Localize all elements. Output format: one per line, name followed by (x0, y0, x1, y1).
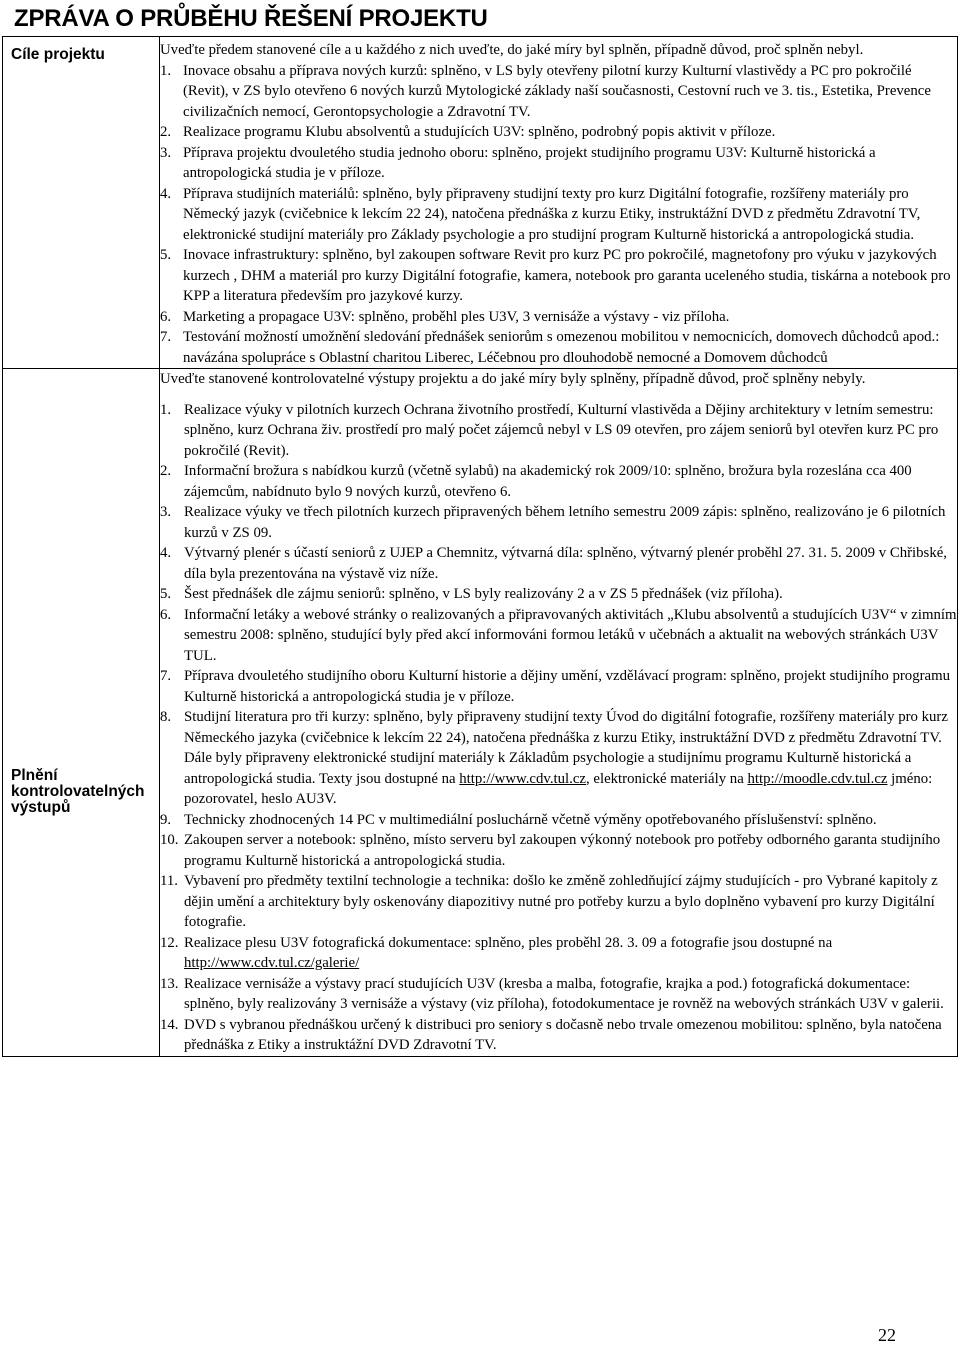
list-item-number: 5. (160, 586, 172, 602)
list-item-number: 13. (160, 975, 179, 992)
list-item (160, 461, 957, 502)
list-item-number: 3. (160, 504, 172, 520)
list-item-number: 3. (160, 144, 172, 161)
section-goals-label-cell (3, 37, 160, 369)
section-outputs-intro: Uveďte stanovené kontrolovatelné výstupy projektu a do jaké míry byly splněny, případně důvod, proč splněny nebyly. (160, 371, 866, 387)
list-item-text: Zakoupen server a notebook: splněno, místo serveru byl zakoupen výkonný notebook pro potřeby odborného garanta studijního programu Kulturně historická a antropologická studia. (184, 832, 941, 869)
list-item-text-part: Studijní literatura pro tři kurzy: splněno, byly připraveny studijní texty Úvod do digitální fotografie, rozšířeny materiály pro kurz Německého jazyka (cvičebnice k lekcím 22 24), natočena přednáška z kurzu Etiky, instruktážní DVD z předmětu Zdravotní TV. Dále byly připraveny elektronické studijní materiály k Základům psychologie a studijnímu programu Kulturně historická a antropologická studia. Texty jsou dostupné na (184, 709, 948, 787)
list-item-number: 11. (160, 873, 178, 889)
web-link[interactable]: http://www.cdv.tul.cz (459, 770, 586, 787)
list-item-text: Příprava studijních materiálů: splněno, byly připraveny studijní texty pro kurz Digitální fotografie, rozšířeny materiály pro Německý jazyk (cvičebnice k lekcím 22 24), natočena přednáška z kurzu Etiky, instruktážní DVD z předmětu Zdravotní TV, elektronické studijní materiály pro Základy psychologie a pro studijní program Kulturně historická a antropologická studia. (183, 185, 921, 243)
list-item-text: Příprava projektu dvouletého studia jednoho oboru: splněno, projekt studijního programu U3V: Kulturně historická a antropologická studia je v příloze. (183, 144, 876, 181)
list-item-text: Inovace obsahu a příprava nových kurzů: splněno, v LS byly otevřeny pilotní kurzy Kulturní vlastivědy a PC pro pokročilé (Revit), v ZS bylo otevřeno 6 nových kurzů Mytologické základy naší současnosti, Cestovní ruch ve 3. tis., Estetika, Prevence civilizačních nemocí, Gerontopsychologie a Zdravotní TV. (183, 62, 931, 120)
list-item-number: 9. (160, 811, 172, 828)
section-goals-row (3, 37, 958, 369)
list-item (160, 933, 957, 974)
list-item-text: Technicky zhodnocených 14 PC v multimediální posluchárně včetně výměny opotřebovaného příslušenství: splněno. (184, 811, 877, 828)
page-title: ZPRÁVA O PRŮBĚHU ŘEŠENÍ PROJEKTU (14, 5, 488, 32)
list-item-text-part: , elektronické materiály na (586, 770, 748, 787)
report-table (2, 36, 958, 1057)
list-item-number: 4. (160, 185, 172, 202)
list-item (160, 327, 957, 368)
list-item-number: 10. (160, 832, 179, 848)
list-item (160, 605, 957, 667)
list-item (160, 666, 957, 707)
list-item-number: 7. (160, 329, 172, 345)
section-outputs-label-cell (3, 369, 160, 1057)
list-item (160, 184, 957, 246)
list-item-text: Informační brožura s nabídkou kurzů (včetně sylabů) na akademický rok 2009/10: splněno, brožura byla rozeslána cca 400 zájemcům, nabídnuto bylo 9 nových kurzů, otevřeno 6. (184, 463, 912, 500)
list-item-number: 14. (160, 1016, 179, 1033)
list-item-text: Informační letáky a webové stránky o realizovaných a připravovaných aktivitách „Klubu absolventů a studujících U3V“ v zimním semestru 2008: splněno, studující byly před akcí informováni formou letáků v učebnách a aktualit na webových stránkách U3V TUL. (184, 606, 957, 664)
list-item-number: 5. (160, 247, 172, 263)
list-item-text (184, 933, 957, 974)
section-goals-list (160, 61, 957, 369)
list-item (160, 974, 957, 1015)
list-item-number: 1. (160, 401, 172, 418)
section-outputs-content (160, 369, 958, 1057)
list-item-text: Vybavení pro předměty textilní technologie a technika: došlo ke změně zohledňující zájmy studujících - pro Vybrané kapitoly z dějin umění a architektury byly oskenovány diapozitivy nutné pro potřeby kurzu a bylo doplněno vybavení pro kurzy Digitální fotografie. (184, 873, 938, 930)
list-item (160, 245, 957, 307)
list-item-text: Realizace programu Klubu absolventů a studujících U3V: splněno, podrobný popis aktivit v příloze. (183, 124, 776, 140)
list-item (160, 61, 957, 123)
list-item-number: 2. (160, 463, 172, 479)
list-item-number: 7. (160, 668, 172, 684)
list-item-number: 1. (160, 62, 172, 79)
list-item-text-part: Realizace plesu U3V fotografická dokumentace: splněno, ples proběhl 28. 3. 09 a fotografie jsou dostupné na (184, 934, 833, 951)
page-number: 22 (878, 1325, 896, 1345)
section-goals-label: Cíle projektu (11, 46, 105, 63)
list-item-text: Realizace výuky v pilotních kurzech Ochrana životního prostředí, Kulturní vlastivěda a Dějiny architektury v letním semestru: splněno, kurz Ochrana živ. prostředí pro malý počet zájemců nebyl v LS 09 otevřen, pro zájem seniorů byl otevřen kurz PC pro pokročilé (Revit). (184, 401, 939, 459)
list-item (160, 307, 957, 328)
web-link[interactable]: http://www.cdv.tul.cz/galerie/ (184, 955, 360, 971)
list-item-number: 6. (160, 308, 172, 325)
list-item (160, 810, 957, 831)
list-item (160, 502, 957, 543)
list-item-text: Inovace infrastruktury: splněno, byl zakoupen software Revit pro kurz PC pro pokročilé, magnetofony pro výuku v jazykových kurzech , DHM a materiál pro kurzy Digitální fotografie, kamera, notebook pro garanta uceleného studia, tiskárna a notebook pro KPP a literatura především pro jazykové kurzy. (183, 247, 951, 304)
list-item (160, 1015, 957, 1056)
section-outputs-list (160, 400, 957, 1056)
list-item (160, 830, 957, 871)
list-item-text: DVD s vybranou přednáškou určený k distribuci pro seniory s dočasně nebo trvale omezenou mobilitou: splněno, byla natočena přednáška z Etiky a instruktážní DVD Zdravotní TV. (184, 1016, 942, 1053)
list-item-text: Realizace vernisáže a výstavy prací studujících U3V (kresba a malba, fotografie, krajka a pod.) fotografická dokumentace: splněno, byly realizovány 3 vernisáže a výstavy (viz příloha), fotodokumentace je rovněž na webových stránkách U3V v galerii. (184, 975, 944, 1012)
list-item-number: 6. (160, 606, 172, 623)
list-item-text: Šest přednášek dle zájmu seniorů: splněno, v LS byly realizovány 2 a v ZS 5 přednášek (viz příloha). (184, 586, 783, 602)
list-item-text: Marketing a propagace U3V: splněno, proběhl ples U3V, 3 vernisáže a výstavy - viz příloha. (183, 308, 730, 325)
list-item-text: Testování možností umožnění sledování přednášek seniorům s omezenou mobilitou v nemocnicích, domovech důchodců apod.: navázána spolupráce s Oblastní charitou Liberec, Léčebnou pro dlouhodobě nemocné a Domovem důchodců (183, 329, 940, 366)
section-goals-content (160, 37, 958, 369)
list-item-text (184, 707, 957, 810)
section-goals-intro: Uveďte předem stanovené cíle a u každého z nich uveďte, do jaké míry byl splněn, případně důvod, proč splněn nebyl. (160, 42, 864, 58)
list-item (160, 143, 957, 184)
list-item (160, 122, 957, 143)
list-item-number: 8. (160, 709, 172, 725)
list-item (160, 543, 957, 584)
list-item-text-part: jméno: pozorovatel, heslo AU3V. (184, 770, 933, 807)
list-item (160, 584, 957, 605)
list-item (160, 400, 957, 462)
list-item-number: 4. (160, 545, 172, 561)
web-link[interactable]: http://moodle.cdv.tul.cz (747, 770, 888, 787)
list-item-text: Příprava dvouletého studijního oboru Kulturní historie a dějiny umění, vzdělávací program: splněno, projekt studijního programu Kulturně historická a antropologická studia je v příloze. (184, 668, 950, 705)
list-item-text: Realizace výuky ve třech pilotních kurzech připravených během letního semestru 2009 zápis: splněno, realizováno je 6 pilotních kurzů v ZS 09. (184, 504, 946, 541)
list-item-text: Výtvarný plenér s účastí seniorů z UJEP a Chemnitz, výtvarná díla: splněno, výtvarný plenér proběhl 27. 31. 5. 2009 v Chřibské, díla byla prezentována na výstavě viz níže. (184, 545, 947, 582)
list-item (160, 871, 957, 933)
list-item-number: 2. (160, 124, 172, 140)
list-item (160, 707, 957, 810)
section-outputs-row (3, 369, 958, 1057)
section-outputs-label: Plnění kontrolovatelných výstupů (11, 767, 145, 816)
list-item-number: 12. (160, 934, 179, 951)
